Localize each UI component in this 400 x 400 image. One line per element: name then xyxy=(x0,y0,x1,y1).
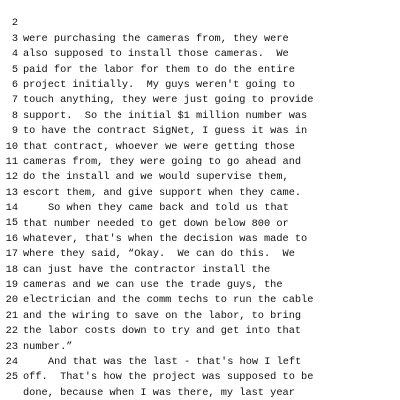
line-text: number.” xyxy=(23,340,73,353)
transcript-line xyxy=(0,1,400,45)
line-text: cameras from, they were going to go ahead and xyxy=(23,155,302,168)
transcript-body xyxy=(0,1,400,399)
line-number: 20 xyxy=(5,294,18,307)
line-number: 23 xyxy=(5,340,18,353)
line-number: 19 xyxy=(5,279,18,292)
line-text: to have the contract SigNet, I guess it was in xyxy=(23,125,308,138)
line-text: do the install and we would supervise them, xyxy=(23,171,289,184)
line-text: and the wiring to save on the labor, to bring xyxy=(23,309,302,322)
line-text: paid for the labor for them to do the entire xyxy=(23,63,295,76)
line-text: can just have the contractor install the xyxy=(23,263,271,276)
line-text: off. That's how the project was supposed to be xyxy=(23,371,314,384)
line-text: cameras and we can use the trade guys, the xyxy=(23,279,283,292)
line-number: 7 xyxy=(11,94,18,107)
line-number: 2 xyxy=(11,17,18,30)
line-number: 25 xyxy=(5,371,18,384)
line-text: support. So the initial $1 million number was xyxy=(23,109,308,122)
line-number: 24 xyxy=(5,356,18,368)
line-number: 14 xyxy=(5,202,18,215)
line-text: that number needed to get down below 800 or xyxy=(23,217,289,230)
line-text: where they said, “Okay. We can do this. We xyxy=(23,248,295,261)
line-text: that contract, whoever we were getting those xyxy=(23,140,295,153)
line-number: 15 xyxy=(5,217,18,230)
line-number: 8 xyxy=(11,109,18,122)
line-number: 9 xyxy=(11,125,18,138)
line-number: 18 xyxy=(5,263,18,276)
line-text: And that was the last - that's how I left xyxy=(48,356,302,369)
line-number: 11 xyxy=(5,155,18,168)
line-number: 5 xyxy=(11,63,18,76)
line-text: touch anything, they were just going to provide xyxy=(23,94,314,107)
line-text: escort them, and give support when they came. xyxy=(23,186,302,199)
line-number: 21 xyxy=(5,309,18,322)
line-number: 10 xyxy=(5,140,18,153)
line-text: electrician and the comm techs to run the cable xyxy=(23,294,314,307)
line-text: So when they came back and told us that xyxy=(48,202,289,215)
line-text: also supposed to install those cameras. We xyxy=(23,48,289,61)
line-number: 22 xyxy=(5,325,18,338)
line-text: whatever, that's when the decision was made to xyxy=(23,232,308,245)
line-number: 3 xyxy=(11,32,18,45)
line-text: project initially. My guys weren't going to xyxy=(23,78,295,91)
line-number: 17 xyxy=(5,248,18,261)
line-text: the labor costs down to try and get into that xyxy=(23,325,302,338)
line-text: done, because when I was there, my last year xyxy=(23,386,295,399)
line-number: 4 xyxy=(11,48,18,61)
line-number: 12 xyxy=(5,171,18,184)
line-number: 13 xyxy=(5,186,18,199)
line-number: 6 xyxy=(11,78,18,91)
line-text: were purchasing the cameras from, they were xyxy=(23,32,289,45)
line-number: 16 xyxy=(5,232,18,245)
